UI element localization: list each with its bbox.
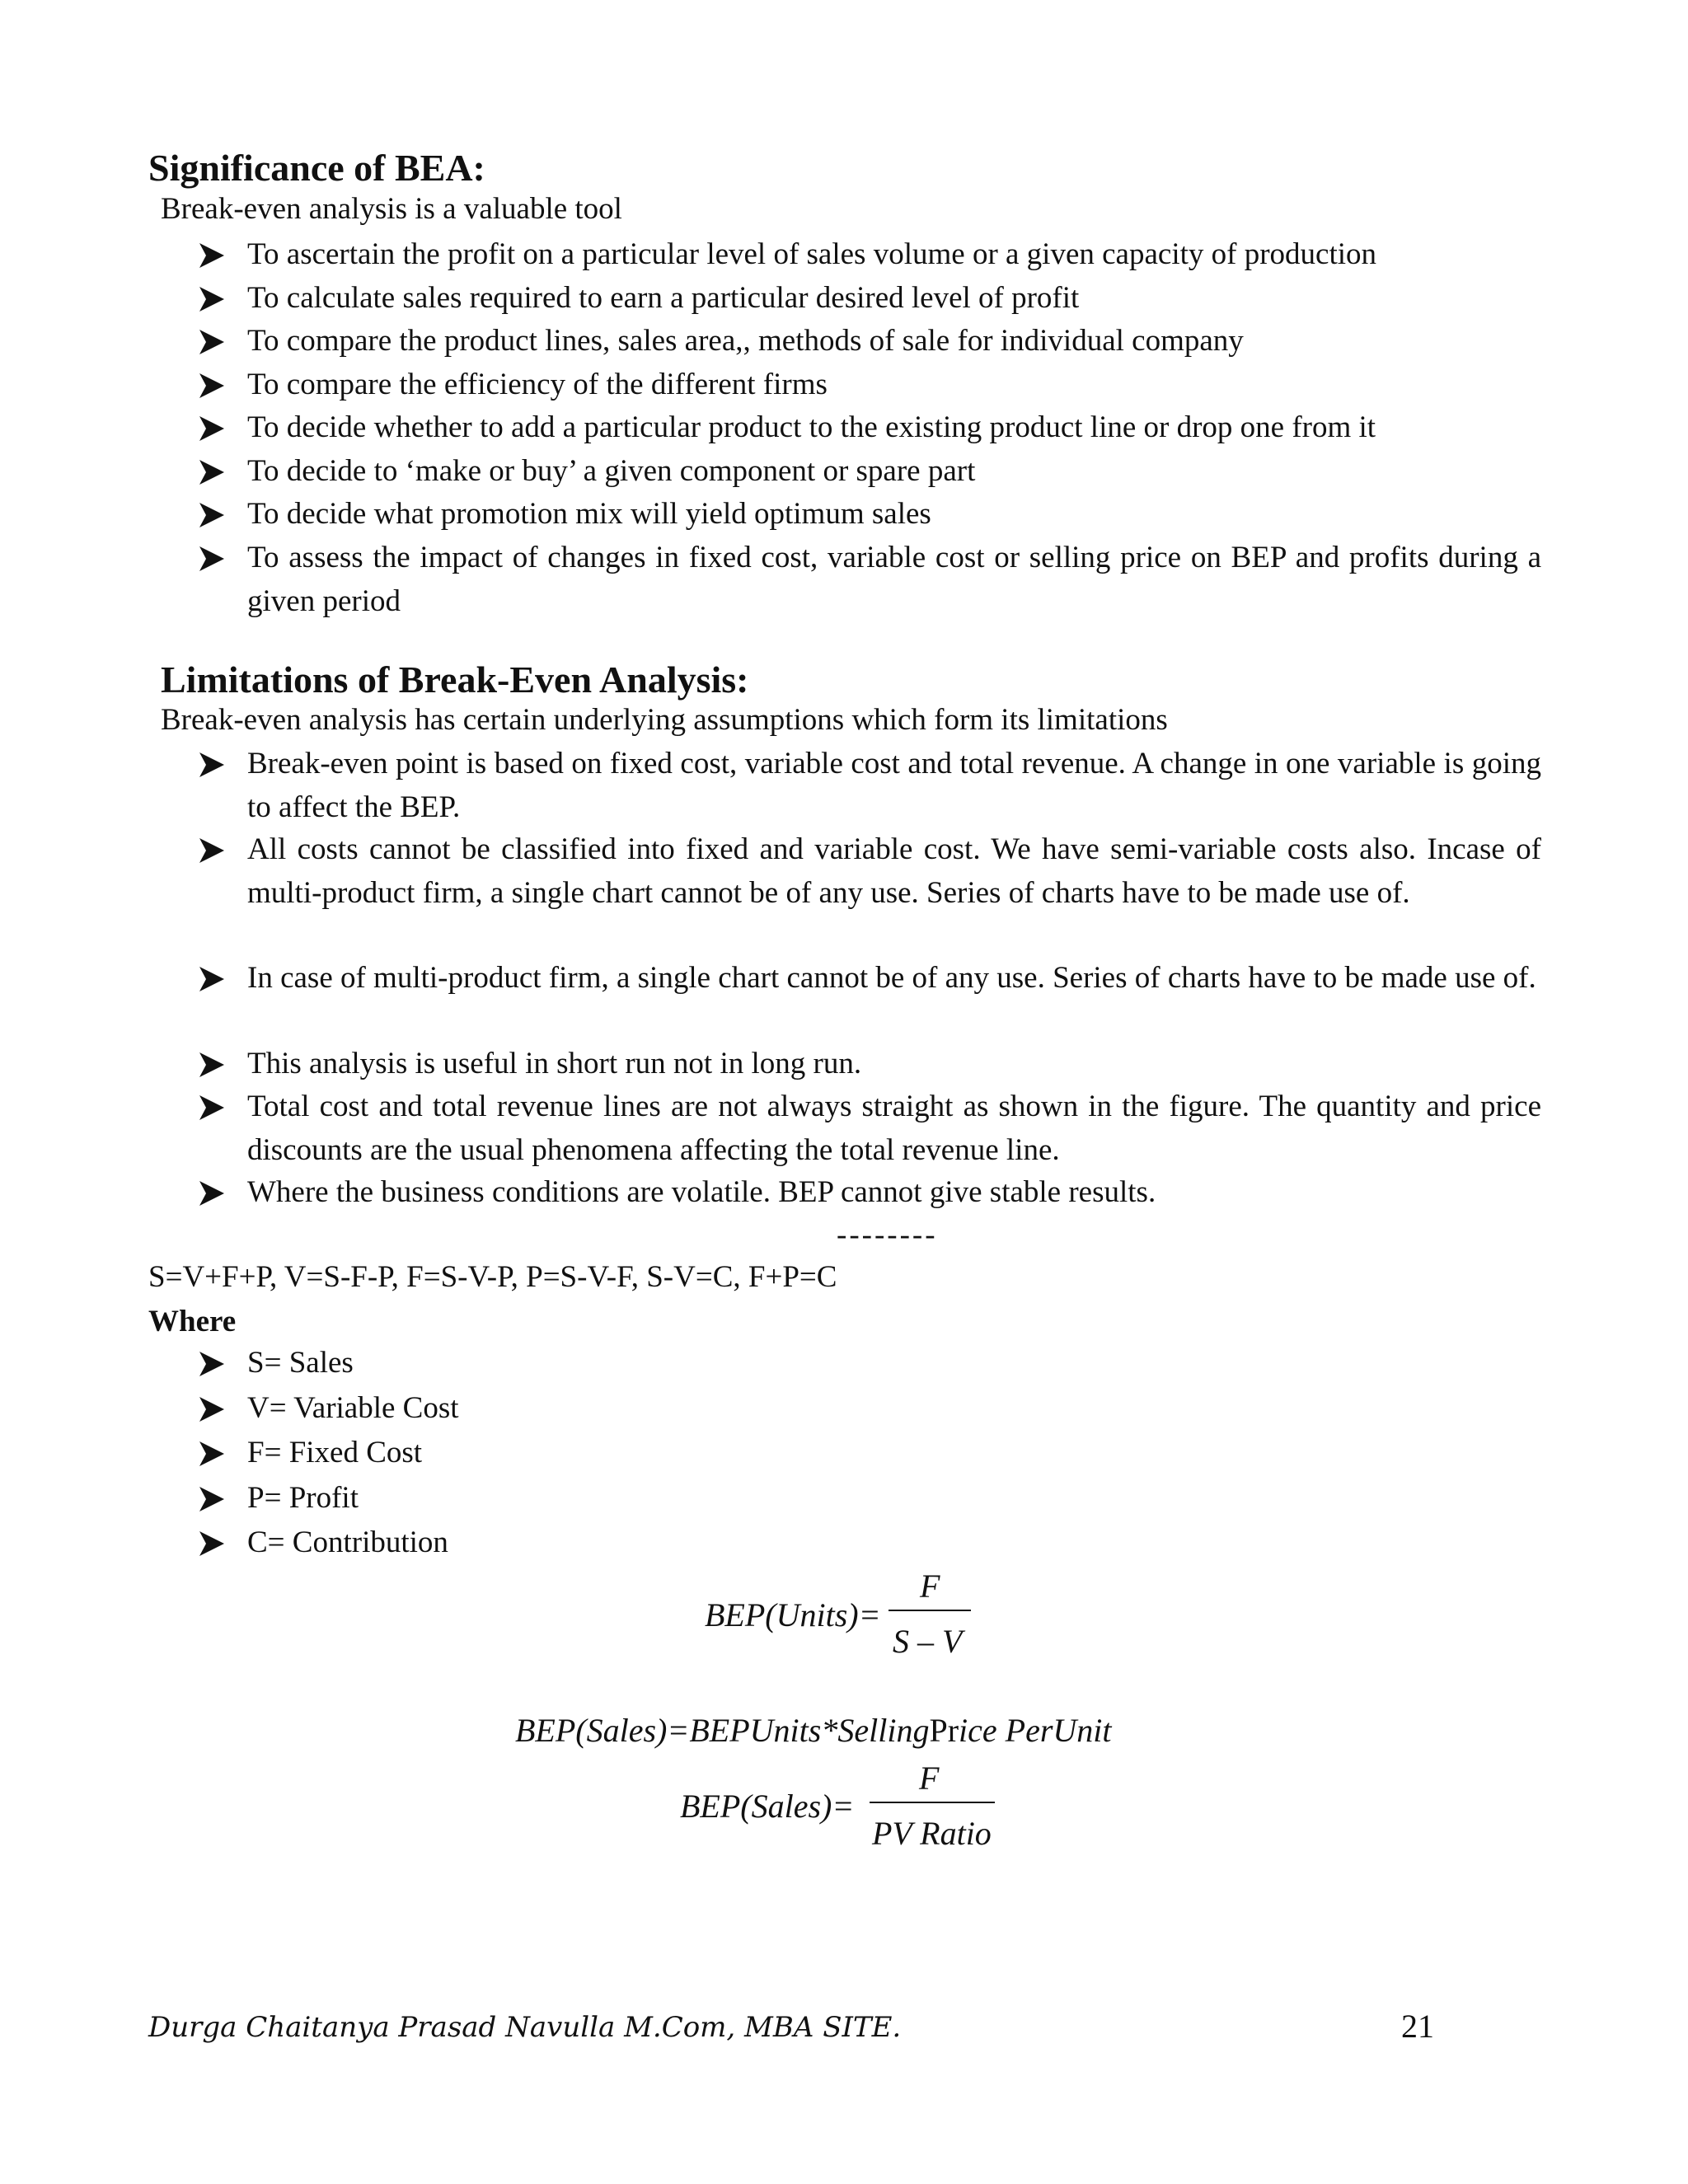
significance-item-text: To ascertain the profit on a particular level of sales volume or a given capacity of production xyxy=(247,237,1377,271)
significance-intro: Break-even analysis is a valuable tool xyxy=(161,192,622,226)
arrow-bullet-icon xyxy=(196,499,227,531)
arrow-bullet-icon xyxy=(196,1049,227,1080)
limitation-item-text: Where the business conditions are volatile. BEP cannot give stable results. xyxy=(247,1175,1156,1209)
arrow-bullet-icon xyxy=(196,1348,227,1380)
separator: -------- xyxy=(837,1218,938,1252)
arrow-bullet-icon xyxy=(196,963,227,995)
definition-item-text: P= Profit xyxy=(247,1480,359,1515)
significance-item-text: To decide to ‘make or buy’ a given component or spare part xyxy=(247,453,976,488)
limitation-item-text: This analysis is useful in short run not in long run. xyxy=(247,1047,862,1080)
bep-sales-1-part-b: Pr xyxy=(929,1712,959,1749)
bep-units-lhs: BEP(Units)= xyxy=(705,1596,881,1633)
limitations-intro: Break-even analysis has certain underlying assumptions which form its limitations xyxy=(161,703,1168,737)
bep-units-denominator: S – V xyxy=(893,1623,963,1660)
arrow-bullet-icon xyxy=(196,1092,227,1123)
significance-item-text: To calculate sales required to earn a particular desired level of profit xyxy=(247,280,1080,315)
arrow-bullet-icon xyxy=(196,240,227,271)
definition-item-text: S= Sales xyxy=(247,1346,354,1380)
definition-item-text: C= Contribution xyxy=(247,1526,448,1559)
arrow-bullet-icon xyxy=(196,370,227,401)
significance-item-text: To decide what promotion mix will yield optimum sales xyxy=(247,497,931,531)
limitation-item-text: Break-even point is based on fixed cost, variable cost and total revenue. A change in one variable is going to affect the BEP. xyxy=(247,747,1541,824)
limitation-item-text: All costs cannot be classified into fixed and variable cost. We have semi-variable costs also. Incase of multi-product firm, a single chart cannot be of any use. Series of charts have to be made use of. xyxy=(247,832,1541,910)
limitations-heading: Limitations of Break-Even Analysis: xyxy=(161,658,749,701)
bep-sales-1-part-a: BEP(Sales)=BEPUnits*Selling xyxy=(515,1712,930,1749)
arrow-bullet-icon xyxy=(196,1438,227,1469)
bep-units-numerator: F xyxy=(920,1568,940,1605)
significance-item-text: To compare the product lines, sales area,, methods of sale for individual company xyxy=(247,324,1244,358)
arrow-bullet-icon xyxy=(196,1483,227,1515)
arrow-bullet-icon xyxy=(196,457,227,488)
where-label: Where xyxy=(148,1305,237,1338)
bep-units-fraction-bar xyxy=(889,1610,971,1611)
arrow-bullet-icon xyxy=(196,1528,227,1559)
significance-item-text: To assess the impact of changes in fixed cost, variable cost or selling price on BEP and profits during a given period xyxy=(247,540,1541,618)
footer-author: Durga Chaitanya Prasad Navulla M.Com, MBA SITE. xyxy=(148,2011,902,2044)
definition-item-text: V= Variable Cost xyxy=(247,1390,459,1425)
bep-sales-2-fraction-bar xyxy=(870,1802,995,1803)
limitation-item-text: Total cost and total revenue lines are not always straight as shown in the figure. The quantity and price discounts are the usual phenomena affecting the total revenue line. xyxy=(247,1090,1541,1167)
arrow-bullet-icon xyxy=(196,1394,227,1425)
arrow-bullet-icon xyxy=(196,1178,227,1209)
significance-item-text: To decide whether to add a particular product to the existing product line or drop one from it xyxy=(247,410,1376,444)
definition-item-text: F= Fixed Cost xyxy=(247,1436,423,1469)
arrow-bullet-icon xyxy=(196,326,227,358)
arrow-bullet-icon xyxy=(196,835,227,866)
bep-sales-2-numerator: F xyxy=(919,1760,940,1797)
page-number: 21 xyxy=(1401,2008,1434,2045)
arrow-bullet-icon xyxy=(196,413,227,444)
arrow-bullet-icon xyxy=(196,749,227,780)
significance-heading: Significance of BEA: xyxy=(148,147,485,189)
arrow-bullet-icon xyxy=(196,543,227,574)
arrow-bullet-icon xyxy=(196,284,227,315)
bep-sales-2-denominator: PV Ratio xyxy=(872,1815,992,1852)
significance-item-text: To compare the efficiency of the different firms xyxy=(247,367,828,401)
limitation-item-text: In case of multi-product firm, a single chart cannot be of any use. Series of charts have to be made use of. xyxy=(247,961,1536,995)
bep-sales-1-part-c: ice PerUnit xyxy=(959,1712,1112,1749)
bep-sales-formula-1 xyxy=(515,1714,1112,1747)
formula-relations: S=V+F+P, V=S-F-P, F=S-V-P, P=S-V-F, S-V=C, F+P=C xyxy=(148,1260,837,1294)
bep-sales-2-lhs: BEP(Sales)= xyxy=(680,1788,855,1825)
